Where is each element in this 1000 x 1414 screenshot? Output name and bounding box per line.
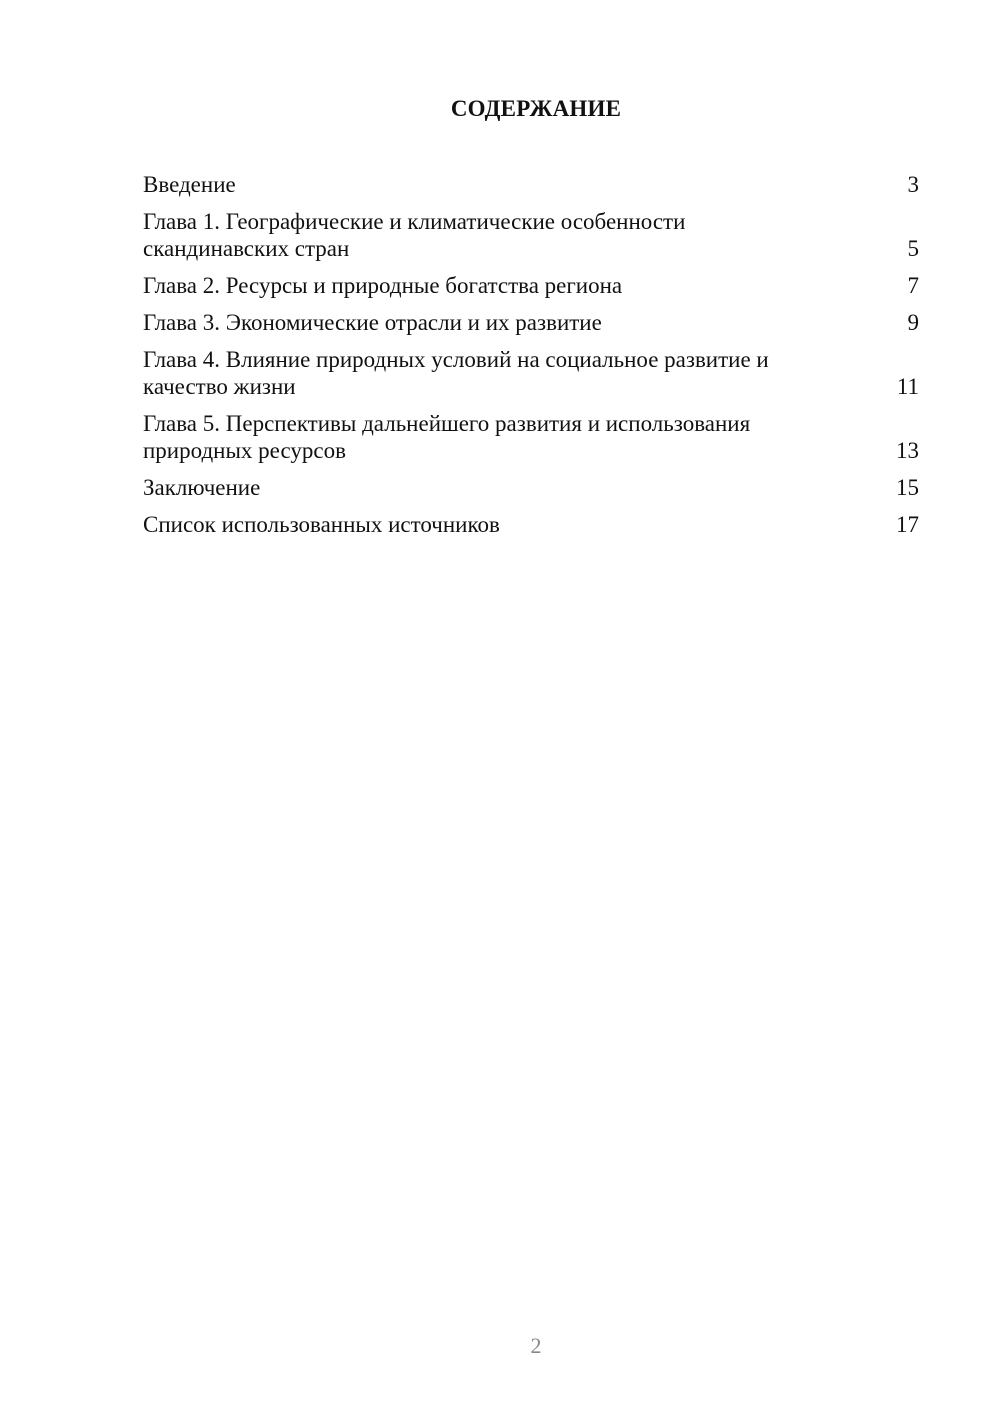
toc-entry-chapter-5: [143, 410, 919, 464]
toc-entry-chapter-3: [143, 309, 919, 336]
toc-entry-page: 15: [896, 475, 919, 500]
toc-entry-references: [143, 511, 919, 538]
toc-entry-text: Глава 3. Экономические отрасли и их развитие: [143, 310, 602, 335]
toc-entry-chapter-1: [143, 208, 919, 262]
toc-entry-chapter-2: [143, 272, 919, 299]
toc-entry-text: Глава 5. Перспективы дальнейшего развития и использования природных ресурсов: [143, 411, 751, 463]
toc-entry-introduction: [143, 171, 919, 198]
toc-entry-page: 11: [896, 374, 919, 399]
table-of-contents: [143, 171, 919, 548]
toc-entry-page: 9: [907, 310, 919, 335]
page-title: СОДЕРЖАНИЕ: [450, 96, 622, 121]
toc-entry-text: Глава 1. Географические и климатические особенности скандинавских стран: [143, 209, 686, 261]
page-number: 2: [530, 1333, 542, 1358]
toc-entry-page: 17: [896, 512, 919, 537]
toc-entry-page: 7: [907, 273, 919, 298]
toc-entry-text: Глава 4. Влияние природных условий на социальное развитие и качество жизни: [143, 347, 769, 399]
toc-entry-page: 13: [896, 438, 919, 463]
toc-entry-text: Список использованных источников: [143, 512, 500, 537]
toc-entry-conclusion: [143, 474, 919, 501]
toc-entry-text: Глава 2. Ресурсы и природные богатства региона: [143, 273, 623, 298]
toc-entry-page: 3: [907, 172, 919, 197]
toc-entry-chapter-4: [143, 346, 919, 400]
toc-entry-text: Заключение: [143, 475, 261, 500]
toc-entry-text: Введение: [143, 172, 236, 197]
toc-entry-page: 5: [907, 236, 919, 261]
